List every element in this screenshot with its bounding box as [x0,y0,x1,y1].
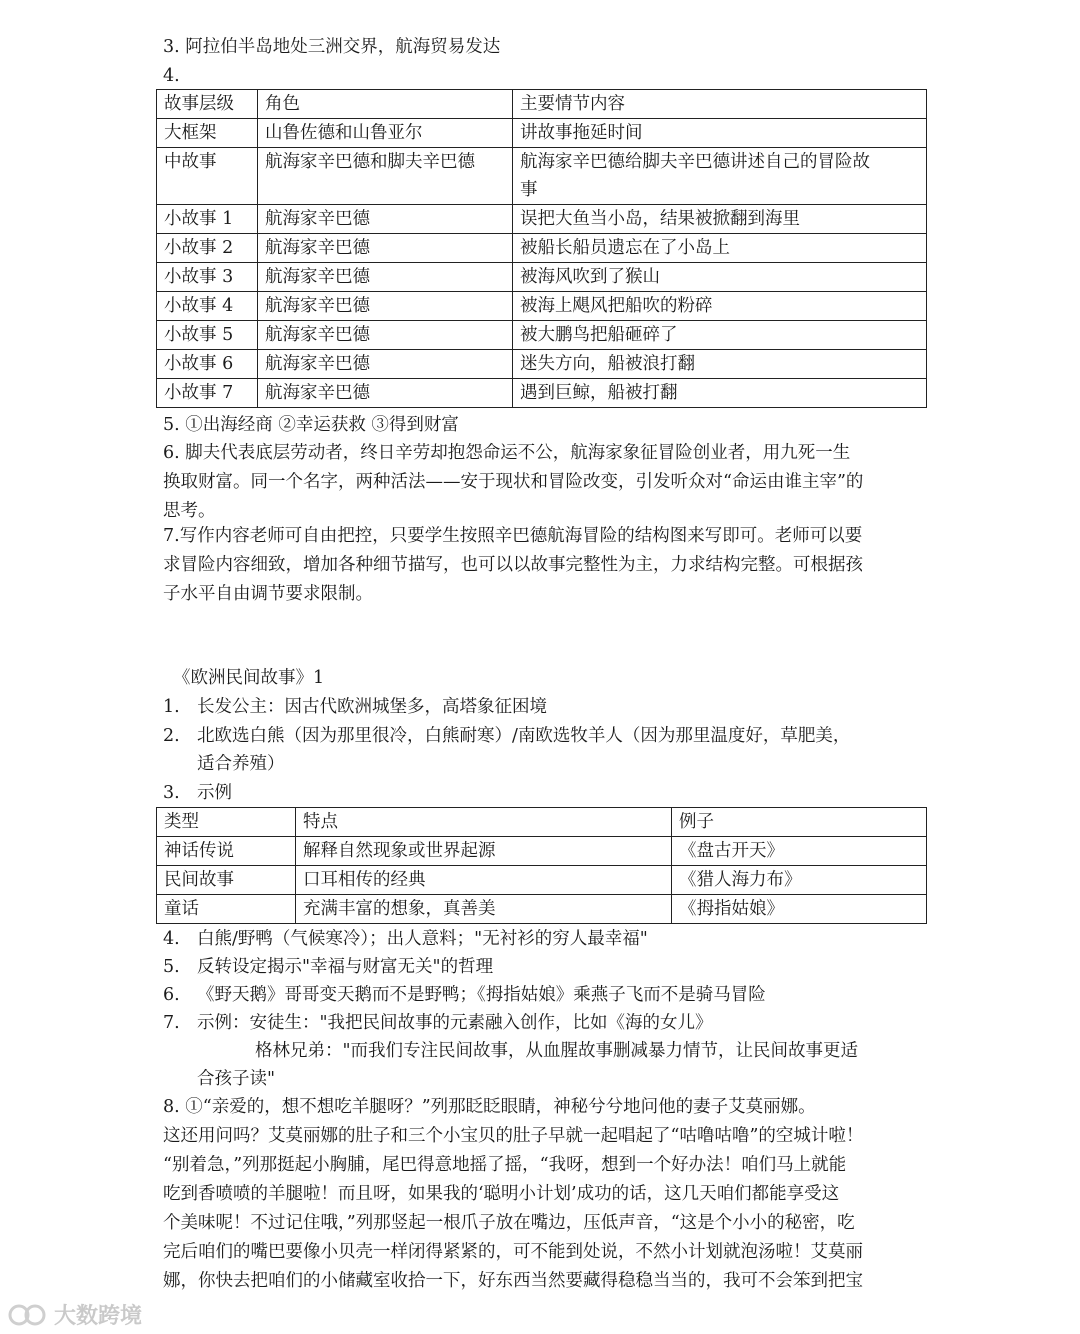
paragraph-line: 8. ①“亲爱的，想不想吃羊腿呀？”列那眨眨眼睛，神秘兮兮地问他的妻子艾莫丽娜。 [163,1097,816,1117]
table-cell: 山鲁佐德和山鲁亚尔 [258,119,513,148]
item-3: 3. 阿拉伯半岛地处三洲交界，航海贸易发达 [163,37,501,57]
table-row [157,119,927,148]
list-item [163,981,766,1009]
paragraph-line: 娜，你快去把咱们的小储藏室收拾一下，好东西当然要藏得稳稳当当的，我可不会笨到把宝 [163,1271,863,1291]
paragraph-line: 换取财富。同一个名字，两种活法——安于现状和冒险改变，引发听众对“命运由谁主宰”的 [163,472,864,492]
table-cell: 《猎人海力布》 [672,866,927,895]
table-row [157,379,927,408]
table-cell: 被海风吹到了猴山 [513,263,927,292]
paragraph-line: 求冒险内容细致，增加各种细节描写，也可以以故事完整性为主，力求结构完整。可根据孩 [163,555,863,575]
item-8-paragraph [163,1093,923,1296]
item-7-line-2: 格林兄弟："而我们专注民间故事，从血腥故事删减暴力情节，让民间故事更适 [255,1041,859,1061]
table-row [157,205,927,234]
paragraph-line: 完后咱们的嘴巴要像小贝壳一样闭得紧紧的，可不能到处说，不然小计划就泡汤啦！艾莫丽 [163,1242,863,1262]
table-cell: 被大鹏鸟把船砸碎了 [513,321,927,350]
table-row [157,321,927,350]
paragraph-line: 个美味呢！不过记住哦，”列那竖起一根爪子放在嘴边，压低声音，“这是个小小的秘密，吃 [163,1213,855,1233]
table-row [157,895,927,924]
paragraph-line: 这还用问吗？艾莫丽娜的肚子和三个小宝贝的肚子早就一起唱起了“咕噜咕噜”的空城计啦！ [163,1126,864,1146]
list-number: 6. [163,985,180,1005]
paragraph-line: 思考。 [163,501,216,521]
list-item [163,953,493,981]
table-cell: 小故事 5 [157,321,258,350]
table-cell: 小故事 6 [157,350,258,379]
watermark-logo-icon [8,1302,48,1328]
table-row [157,866,927,895]
item-5: 5. ①出海经商 ②幸运获救 ③得到财富 [163,415,459,435]
genre-table [156,807,927,924]
table-cell: 解释自然现象或世界起源 [296,837,672,866]
table-cell-line: 航海家辛巴德给脚夫辛巴德讲述自己的冒险故 [520,152,870,172]
table-cell: 口耳相传的经典 [296,866,672,895]
table-cell: 遇到巨鲸，船被打翻 [513,379,927,408]
list-number: 5. [163,957,180,977]
list-number: 1. [163,697,180,717]
table-cell: 小故事 3 [157,263,258,292]
list-text: 长发公主：因古代欧洲城堡多，高塔象征困境 [197,697,547,717]
table-row [157,263,927,292]
table-cell: 被船长船员遗忘在了小岛上 [513,234,927,263]
list-item [163,693,547,721]
table-row [157,292,927,321]
table-cell: 航海家辛巴德和脚夫辛巴德 [258,148,513,205]
paragraph-line: 吃到香喷喷的羊腿啦！而且呀，如果我的‘聪明小计划’成功的话，这几天咱们都能享受这 [163,1184,840,1204]
paragraph-line: “别着急，”列那挺起小胸脯，尾巴得意地摇了摇，“我呀，想到一个好办法！咱们马上就能 [163,1155,847,1175]
list-text: 《野天鹅》哥哥变天鹅而不是野鸭；《拇指姑娘》乘燕子飞而不是骑马冒险 [197,985,766,1005]
list-text: 反转设定揭示"幸福与财富无关"的哲理 [197,957,494,977]
list-item-continuation [163,750,285,778]
table-cell: 神话传说 [157,837,296,866]
list-text: 示例：安徒生："我把民间故事的元素融入创作，比如《海的女儿》 [197,1013,713,1033]
list-number: 2. [163,726,180,746]
paragraph-line: 7.写作内容老师可自由把控，只要学生按照辛巴德航海冒险的结构图来写即可。老师可以要 [163,526,863,546]
paragraph-line: 6. 脚夫代表底层劳动者，终日辛劳却抱怨命运不公，航海家象征冒险创业者，用九死一生 [163,443,851,463]
item-4-label: 4. [163,66,180,86]
list-text: 白熊/野鸭（气候寒冷）；出人意料；"无衬衫的穷人最幸福" [197,929,648,949]
table-cell: 童话 [157,895,296,924]
table-cell: 充满丰富的想象，真善美 [296,895,672,924]
list-item [163,1009,713,1037]
watermark-text: 大数跨境 [54,1304,143,1329]
sinbad-story-table [156,89,927,408]
table-cell: 航海家辛巴德 [258,321,513,350]
item-7-line-3: 合孩子读" [197,1069,276,1089]
table-header-row [157,90,927,119]
table-cell: 小故事 7 [157,379,258,408]
table-header-cell: 特点 [296,808,672,837]
table-row [157,350,927,379]
table-cell: 航海家辛巴德 [258,205,513,234]
list-text: 示例 [197,783,232,803]
section-title: 《欧洲民间故事》1 [173,668,325,688]
table-cell: 讲故事拖延时间 [513,119,927,148]
table-header-cell: 主要情节内容 [513,90,927,119]
table-cell: 航海家辛巴德 [258,379,513,408]
table-cell: 迷失方向，船被浪打翻 [513,350,927,379]
table-row [157,148,927,205]
list-item [163,925,648,953]
table-cell: 小故事 2 [157,234,258,263]
table-cell: 航海家辛巴德 [258,292,513,321]
table-cell: 被海上飓风把船吹的粉碎 [513,292,927,321]
watermark [8,1299,142,1330]
table-header-cell: 故事层级 [157,90,258,119]
table-cell: 航海家辛巴德 [258,234,513,263]
list-item [163,722,850,750]
table-cell: 小故事 1 [157,205,258,234]
paragraph-line: 子水平自由调节要求限制。 [163,584,373,604]
item-6-paragraph [163,439,923,526]
list-text: 适合养殖） [197,754,285,774]
table-header-cell: 角色 [258,90,513,119]
table-cell: 误把大鱼当小岛，结果被掀翻到海里 [513,205,927,234]
table-row [157,234,927,263]
table-header-cell: 例子 [672,808,927,837]
table-row [157,837,927,866]
list-text: 北欧选白熊（因为那里很冷，白熊耐寒）/南欧选牧羊人（因为那里温度好，草肥美， [197,726,851,746]
list-number: 7. [163,1013,180,1033]
table-cell: 民间故事 [157,866,296,895]
table-cell-line: 事 [520,180,538,200]
table-cell [513,148,927,205]
table-header-row [157,808,927,837]
table-cell: 大框架 [157,119,258,148]
table-cell: 小故事 4 [157,292,258,321]
table-cell: 《盘古开天》 [672,837,927,866]
item-7-paragraph [163,522,923,609]
list-number: 3. [163,783,180,803]
list-number: 4. [163,929,180,949]
list-item [163,779,232,807]
table-cell: 航海家辛巴德 [258,350,513,379]
table-cell: 航海家辛巴德 [258,263,513,292]
table-cell: 《拇指姑娘》 [672,895,927,924]
table-header-cell: 类型 [157,808,296,837]
table-cell: 中故事 [157,148,258,205]
